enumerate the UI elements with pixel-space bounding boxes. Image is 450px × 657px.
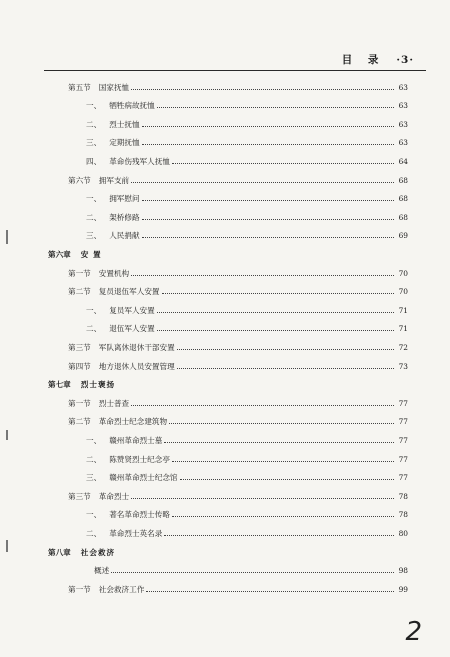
- toc-item-row: [86, 431, 408, 449]
- leader-dots: [142, 237, 394, 238]
- toc-number: 第二节: [68, 287, 91, 297]
- toc-page-number: 63: [398, 119, 408, 129]
- leader-dots: [142, 200, 394, 201]
- toc-number: 第八章: [48, 547, 71, 557]
- toc-item-row: [86, 469, 408, 487]
- toc-page-number: 63: [398, 101, 408, 111]
- toc-title: 军队离休退休干部安置: [98, 342, 175, 352]
- page-header: [342, 52, 414, 67]
- toc-number: 三、: [86, 473, 102, 483]
- toc-item-row: [86, 301, 408, 319]
- leader-dots: [172, 163, 394, 164]
- toc-page-number: 71: [398, 305, 408, 315]
- toc-item-row: [86, 134, 408, 152]
- toc-title: 国家抚恤: [98, 82, 130, 92]
- toc-page-number: 98: [398, 566, 408, 576]
- toc-section-row: [68, 357, 408, 375]
- leader-dots: [142, 144, 394, 145]
- leader-dots: [162, 293, 394, 294]
- toc-title: 安置机构: [98, 268, 130, 278]
- leader-dots: [172, 461, 394, 462]
- toc-item-row: [86, 227, 408, 245]
- toc-title: 烈士普查: [98, 398, 130, 408]
- leader-dots: [177, 368, 394, 369]
- toc-number: 三、: [86, 138, 102, 148]
- toc-page-number: 69: [398, 231, 408, 241]
- toc-page-number: 63: [398, 138, 408, 148]
- toc-title: 赣州革命烈士纪念馆: [109, 473, 178, 483]
- toc-page-number: 99: [398, 584, 408, 594]
- toc-chapter-row: [48, 543, 408, 561]
- toc-page-number: 68: [398, 194, 408, 204]
- toc-title: 社会救济: [80, 547, 116, 557]
- toc-number: 一、: [86, 101, 102, 111]
- toc-title: 概述: [94, 566, 110, 576]
- header-title: 目 录: [341, 54, 385, 66]
- toc-page-number: 77: [398, 454, 408, 464]
- toc-page-number: 71: [398, 324, 408, 334]
- toc-item-row: [86, 115, 408, 133]
- toc-item-row: [86, 524, 408, 542]
- leader-dots: [172, 516, 394, 517]
- toc-title: 定期抚恤: [109, 138, 140, 148]
- scan-artifact: [6, 540, 8, 552]
- toc-title: 赣州革命烈士墓: [109, 435, 163, 445]
- leader-dots: [169, 423, 394, 424]
- leader-dots: [157, 312, 394, 313]
- toc-number: 一、: [86, 435, 102, 445]
- leader-dots: [146, 591, 394, 592]
- toc-number: 二、: [86, 454, 102, 464]
- toc-page-number: 64: [398, 156, 408, 166]
- leader-dots: [164, 442, 394, 443]
- toc-chapter-row: [48, 376, 408, 394]
- toc-number: 二、: [86, 119, 102, 129]
- leader-dots: [177, 349, 394, 350]
- toc-item-row: [86, 208, 408, 226]
- leader-dots: [131, 405, 394, 406]
- toc-title: 复员军人安置: [109, 305, 155, 315]
- scan-artifact: [6, 430, 8, 440]
- toc-number: 第六节: [68, 175, 91, 185]
- leader-dots: [164, 535, 394, 536]
- toc-section-row: [68, 283, 408, 301]
- toc-page-number: 77: [398, 417, 408, 427]
- toc-page-number: 68: [398, 212, 408, 222]
- toc-number: 一、: [86, 305, 102, 315]
- toc-page-number: 68: [398, 175, 408, 185]
- leader-dots: [180, 479, 394, 480]
- leader-dots: [142, 219, 394, 220]
- toc-section-row: [68, 394, 408, 412]
- toc-item-row: [86, 97, 408, 115]
- leader-dots: [131, 275, 394, 276]
- toc-item-row: [86, 506, 408, 524]
- toc-chapter-row: [48, 245, 408, 263]
- toc-page-number: 78: [398, 510, 408, 520]
- toc-number: 二、: [86, 212, 102, 222]
- leader-dots: [131, 182, 394, 183]
- leader-dots: [142, 126, 394, 127]
- toc-number: 二、: [86, 324, 102, 334]
- toc-item-row: [94, 562, 408, 580]
- handwritten-mark: 2: [405, 617, 422, 647]
- toc-title: 安 置: [80, 249, 102, 259]
- toc-number: 第一节: [68, 584, 91, 594]
- toc-section-row: [68, 264, 408, 282]
- toc-title: 拥军慰问: [109, 194, 140, 204]
- leader-dots: [157, 107, 394, 108]
- toc-number: 第一节: [68, 268, 91, 278]
- toc-page-number: 77: [398, 473, 408, 483]
- toc-number: 第三节: [68, 342, 91, 352]
- toc-page-number: 72: [398, 342, 408, 352]
- toc-title: 复员退伍军人安置: [98, 287, 160, 297]
- toc-title: 烈士抚恤: [109, 119, 140, 129]
- toc-number: 一、: [86, 194, 102, 204]
- toc-page-number: 73: [398, 361, 408, 371]
- toc-section-row: [68, 413, 408, 431]
- toc-section-row: [68, 487, 408, 505]
- toc-section-row: [68, 171, 408, 189]
- toc-title: 烈士褒扬: [80, 380, 116, 390]
- toc-number: 三、: [86, 231, 102, 241]
- leader-dots: [157, 330, 394, 331]
- toc-item-row: [86, 450, 408, 468]
- toc-page-number: 80: [398, 528, 408, 538]
- header-rule: [44, 70, 426, 71]
- toc-number: 第三节: [68, 491, 91, 501]
- toc-page-number: 77: [398, 398, 408, 408]
- toc-title: 革命烈士: [98, 491, 130, 501]
- toc-page-number: 78: [398, 491, 408, 501]
- leader-dots: [131, 498, 394, 499]
- leader-dots: [111, 572, 394, 573]
- toc-number: 四、: [86, 156, 102, 166]
- toc-title: 拥军支前: [98, 175, 130, 185]
- toc-section-row: [68, 580, 408, 598]
- toc-page-number: 63: [398, 82, 408, 92]
- toc-title: 人民捐献: [109, 231, 140, 241]
- toc-title: 牺牲病故抚恤: [109, 101, 155, 111]
- toc-number: 第四节: [68, 361, 91, 371]
- toc-number: 第一节: [68, 398, 91, 408]
- toc-title: 架桥修路: [109, 212, 140, 222]
- toc-section-row: [68, 338, 408, 356]
- toc-item-row: [86, 190, 408, 208]
- toc-page-number: 77: [398, 435, 408, 445]
- toc-title: 陈赞贤烈士纪念亭: [109, 454, 170, 464]
- toc-title: 革命伤残军人抚恤: [109, 156, 170, 166]
- toc-number: 第二节: [68, 417, 91, 427]
- toc-page-number: 70: [398, 287, 408, 297]
- header-page-number: ·3·: [396, 54, 414, 66]
- toc-title: 著名革命烈士传略: [109, 510, 170, 520]
- toc-title: 社会救济工作: [98, 584, 145, 594]
- leader-dots: [131, 89, 394, 90]
- toc-number: 二、: [86, 528, 102, 538]
- toc-item-row: [86, 152, 408, 170]
- toc-number: 第七章: [48, 380, 71, 390]
- toc-section-row: [68, 78, 408, 96]
- toc-title: 退伍军人安置: [109, 324, 155, 334]
- toc-item-row: [86, 320, 408, 338]
- toc-number: 一、: [86, 510, 102, 520]
- toc-number: 第六章: [48, 249, 71, 259]
- toc-title: 地方退休人员安置管理: [98, 361, 175, 371]
- toc-page-number: 70: [398, 268, 408, 278]
- scan-artifact: [6, 230, 8, 244]
- toc-title: 革命烈士英名录: [109, 528, 163, 538]
- toc-number: 第五节: [68, 82, 91, 92]
- toc-title: 革命烈士纪念建筑物: [98, 417, 168, 427]
